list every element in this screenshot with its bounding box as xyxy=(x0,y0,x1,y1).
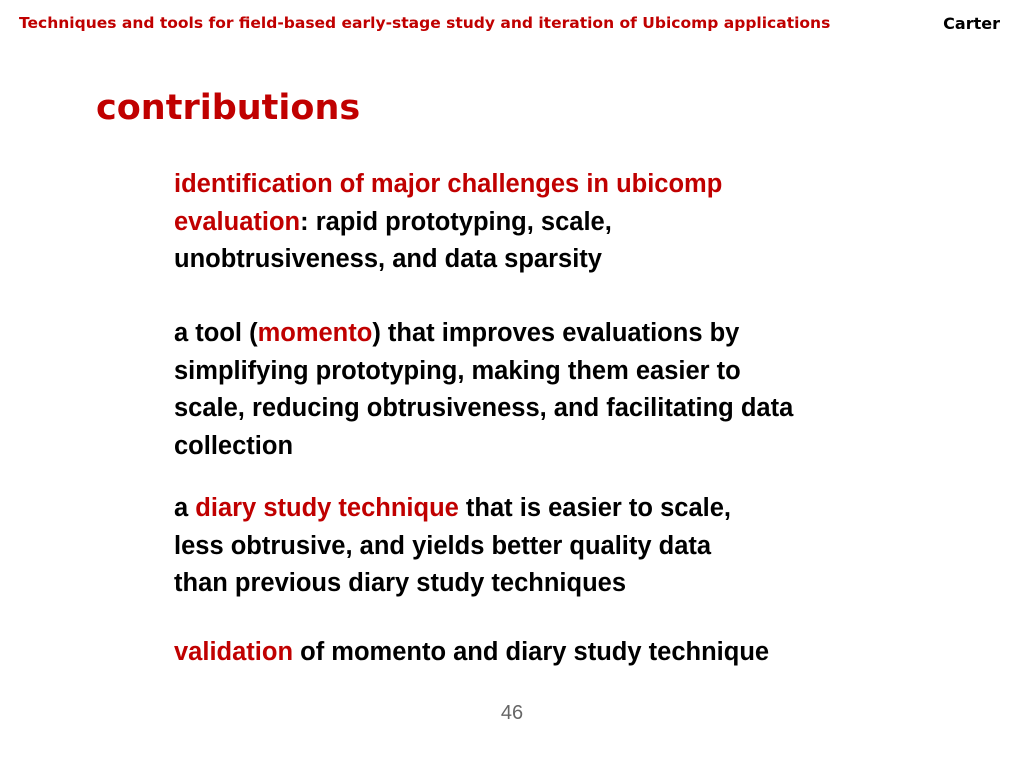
contribution-line xyxy=(174,166,722,204)
contribution-line xyxy=(174,634,769,672)
contribution-line xyxy=(174,315,793,353)
contribution-line xyxy=(174,528,731,566)
body-text: unobtrusiveness, and data sparsity xyxy=(174,245,602,273)
contribution-line xyxy=(174,353,793,391)
body-text: ) that improves evaluations by xyxy=(372,319,740,347)
body-text: that is easier to scale, xyxy=(458,494,731,522)
page-number: 46 xyxy=(500,702,524,724)
body-text: a tool ( xyxy=(174,319,258,347)
highlighted-term: validation xyxy=(174,638,294,666)
contribution-line xyxy=(174,490,731,528)
slide-title: contributions xyxy=(96,88,361,128)
highlighted-term: momento xyxy=(257,319,373,347)
contribution-item-momento-tool xyxy=(174,315,793,465)
contribution-line xyxy=(174,428,793,466)
contribution-line xyxy=(174,204,722,242)
contribution-line xyxy=(174,390,793,428)
highlighted-term: diary study technique xyxy=(195,494,459,522)
contribution-item-challenges xyxy=(174,166,722,279)
contribution-line xyxy=(174,565,731,603)
presentation-title: Techniques and tools for field-based early-stage study and iteration of Ubicomp applications xyxy=(19,14,831,32)
body-text: than previous diary study techniques xyxy=(174,569,627,597)
highlighted-term: evaluation xyxy=(174,207,301,236)
body-text: collection xyxy=(174,431,294,460)
body-text: scale, reducing obtrusiveness, and facilitating data xyxy=(174,394,794,422)
body-text: : rapid prototyping, scale, xyxy=(300,207,612,236)
body-text: a xyxy=(174,494,196,522)
body-text: less obtrusive, and yields better quality data xyxy=(174,531,712,560)
contribution-line xyxy=(174,241,722,279)
author-name: Carter xyxy=(943,14,1000,33)
body-text: simplifying prototyping, making them easier to xyxy=(174,356,741,385)
contribution-item-diary-study xyxy=(174,490,731,603)
highlighted-term: identification of major challenges in ubicomp xyxy=(174,170,723,198)
body-text: of momento and diary study technique xyxy=(293,638,770,666)
contribution-item-validation xyxy=(174,634,769,672)
